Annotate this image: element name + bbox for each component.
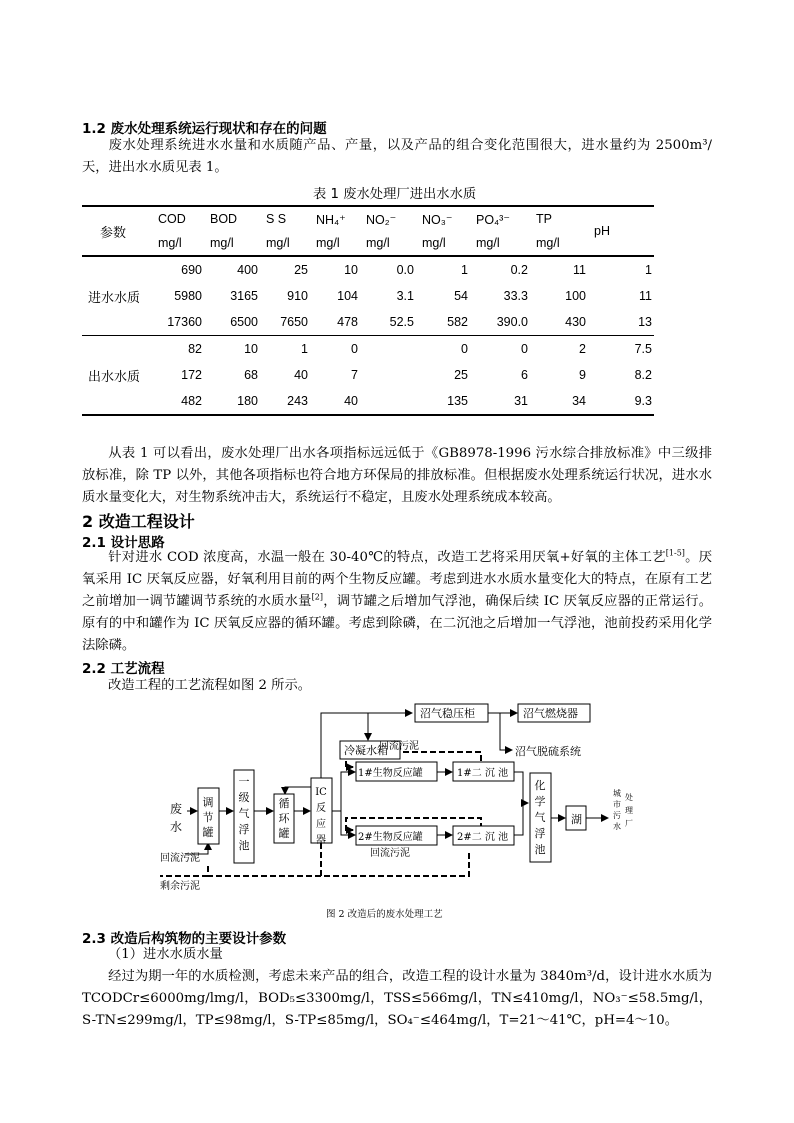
- primary-flotation-label: 气: [238, 807, 250, 820]
- table-cell: 8.2: [634, 368, 652, 382]
- table-cell: 910: [287, 289, 308, 303]
- table-cell: 400: [210, 256, 266, 283]
- municipal-plant-label-b: 理: [625, 806, 633, 815]
- table-cell: 5980: [174, 289, 202, 303]
- table-cell: 34: [536, 388, 594, 415]
- table-cell: 7: [351, 368, 358, 382]
- table-cell: 25: [454, 368, 468, 382]
- paragraph-design-parameters: [82, 966, 712, 1032]
- table-cell: 7650: [280, 315, 308, 329]
- table-cell: 135: [422, 388, 476, 415]
- column-header: S S: [266, 206, 316, 231]
- biogas-tank-label: 沼气稳压柜: [420, 707, 475, 720]
- biogas-burner-label: 沼气燃烧器: [523, 707, 578, 720]
- subsection-1-title: （1）进水水质水量: [108, 947, 223, 962]
- circulation-tank-label: 环: [278, 812, 290, 825]
- column-header: NH₄⁺: [316, 206, 366, 231]
- table-cell: 482: [158, 388, 210, 415]
- table-cell: 40: [316, 388, 366, 415]
- paragraph-design-idea-a: 针对进水 COD 浓度高，水温一般在 30-40℃的特点，改造工艺将采用厌氧+好氧的主体工艺: [108, 550, 666, 565]
- paragraph-process-flow-text: 改造工程的工艺流程如图 2 所示。: [108, 678, 312, 693]
- paragraph-intro-text: 废水处理系统进水水量和水质随产品、产量，以及产品的组合变化范围很大，进水量约为 2500m³/天，进出水水质见表 1。: [82, 138, 712, 175]
- row-group-label: 进水水质: [82, 256, 158, 336]
- paragraph-table-analysis-text: 从表 1 可以看出，废水处理厂出水各项指标远远低于《GB8978-1996 污水综合排放标准》中三级排放标准，除 TP 以外，其他各项指标也符合地方环保局的排放标准。但根据废水处理系统运行状况，进水水质水量变化大，对生物系统冲击大，系统运行不稳定，且废水处理系统成本较高。: [82, 446, 712, 505]
- table-cell: 100: [565, 289, 586, 303]
- paragraph-design-parameters-text: 经过为期一年的水质检测，考虑未来产品的组合，改造工程的设计水量为 3840m³/d，设计进水水质为 TCODCr≤6000mg/lmg/l，BOD₅≤3300mg/l，TSS≤566mg/l，TN≤410mg/l，NO₃⁻≤58.5mg/l，S-TN≤299mg/l，TP≤98mg/l，S-TP≤85mg/l，SO₄⁻≤464mg/l，T=21～41℃，pH=4～10。: [82, 969, 712, 1028]
- municipal-plant-label-a: 市: [613, 800, 621, 809]
- chemical-flotation-label: 化: [534, 779, 546, 792]
- table-cell: 11: [639, 289, 652, 303]
- table-cell: 11: [536, 256, 594, 283]
- table-cell: 172: [181, 368, 202, 382]
- table-cell: 2: [536, 336, 594, 363]
- figure-2-caption: 图 2 改造后的废水处理工艺: [326, 909, 443, 920]
- paragraph-design-idea-b: 。厌氧采用 IC 厌氧反应器，好氧利用目前的两个生物反应罐。考虑到进水水质水量变化大的特点，在原有工艺之前增加一调节罐调节系统的水质水量: [82, 550, 713, 609]
- table-cell: 68: [244, 368, 258, 382]
- column-header: pH: [594, 206, 654, 256]
- table-cell: 52.5: [389, 315, 414, 329]
- table-cell: 0: [316, 336, 366, 363]
- column-header: COD: [158, 206, 210, 231]
- table-cell: 25: [266, 256, 316, 283]
- lake-label: 湖: [571, 813, 582, 826]
- table-cell: 180: [210, 388, 266, 415]
- paragraph-design-idea-c: ，调节罐之后增加气浮池，确保后续 IC 厌氧反应器的正常运行。原有的中和罐作为 IC 厌氧反应器的循环罐。考虑到除磷，在二沉池之后增加一气浮池，池前投药采用化学法除磷。: [82, 594, 712, 653]
- bioreactor-2-label: 2#生物反应罐: [358, 832, 423, 843]
- section-heading-2: 2 改造工程设计: [82, 512, 195, 531]
- table-cell: 40: [294, 368, 308, 382]
- table-cell: 10: [316, 256, 366, 283]
- reference-2: [2]: [311, 592, 323, 602]
- column-header: TP: [536, 206, 594, 231]
- primary-flotation-label: 级: [238, 791, 250, 804]
- table-cell: 3165: [230, 289, 258, 303]
- table-cell: 1: [594, 256, 654, 283]
- return-sludge-top-label: 回流污泥: [379, 741, 419, 752]
- column-unit: mg/l: [210, 236, 234, 250]
- section-heading-1-2: 1.2 废水处理系统运行现状和存在的问题: [82, 121, 327, 137]
- section-heading-2-3: 2.3 改造后构筑物的主要设计参数: [82, 931, 287, 947]
- table-cell: 0: [422, 336, 476, 363]
- ic-reactor-label: IC: [315, 787, 327, 798]
- regulating-tank-label: 节: [202, 811, 214, 824]
- column-unit: mg/l: [422, 236, 446, 250]
- municipal-plant-label-a: 污: [613, 811, 621, 820]
- column-unit: mg/l: [266, 236, 290, 250]
- row-group-label: 出水水质: [82, 336, 158, 416]
- excess-sludge-label: 剩余污泥: [160, 881, 200, 892]
- regulating-tank-label: 罐: [202, 826, 214, 839]
- table-cell: 582: [447, 315, 468, 329]
- circulation-tank-label: 罐: [278, 827, 290, 840]
- chemical-flotation-label: 池: [534, 843, 546, 856]
- table-cell: 243: [266, 388, 316, 415]
- bioreactor-1-label: 1#生物反应罐: [358, 768, 423, 779]
- table-cell: 13: [638, 315, 652, 329]
- table-cell: 10: [210, 336, 266, 363]
- municipal-plant-label-a: 水: [613, 822, 621, 831]
- clarifier-1-label: 1#二 沉 池: [457, 768, 509, 779]
- chemical-flotation-label: 学: [534, 795, 546, 808]
- cooling-tank-label: 冷凝水箱: [344, 744, 388, 757]
- table-cell: 1: [422, 256, 476, 283]
- table-cell: 31: [476, 388, 536, 415]
- column-unit: mg/l: [366, 236, 390, 250]
- table-1-caption: 表 1 废水处理厂进出水水质: [313, 187, 477, 202]
- table-cell: 3.1: [396, 289, 414, 303]
- column-unit: mg/l: [476, 236, 500, 250]
- reference-1-5: [1-5]: [665, 548, 685, 558]
- table-cell: 33.3: [503, 289, 528, 303]
- column-unit: mg/l: [536, 236, 560, 250]
- return-sludge-mid-label: 回流污泥: [370, 848, 410, 859]
- table-cell: 1: [266, 336, 316, 363]
- column-unit: mg/l: [158, 236, 182, 250]
- ic-reactor-label: 应: [316, 819, 326, 830]
- section-heading-2-2: 2.2 工艺流程: [82, 661, 165, 677]
- table-cell: 390.0: [496, 315, 528, 329]
- municipal-plant-label-b: 厂: [625, 819, 633, 828]
- column-header: BOD: [210, 206, 266, 231]
- ic-reactor-label: 器: [316, 835, 326, 846]
- table-cell: 9: [579, 368, 586, 382]
- table-cell: 104: [337, 289, 358, 303]
- ic-reactor-label: 反: [316, 803, 326, 814]
- column-header: NO₃⁻: [422, 206, 476, 231]
- section-heading-2-1: 2.1 设计思路: [82, 535, 165, 551]
- return-sludge-left-label: 回流污泥: [160, 853, 200, 864]
- circulation-tank-label: 循: [278, 797, 290, 810]
- primary-flotation-label: 池: [238, 839, 250, 852]
- table-cell: 7.5: [594, 336, 654, 363]
- table-cell: 82: [158, 336, 210, 363]
- primary-flotation-label: 一: [238, 775, 250, 788]
- table-cell: 0.0: [366, 256, 422, 283]
- column-unit: mg/l: [316, 236, 340, 250]
- primary-flotation-label: 浮: [238, 823, 250, 836]
- municipal-plant-label-b: 处: [625, 793, 633, 802]
- clarifier-2-label: 2#二 沉 池: [457, 832, 509, 843]
- regulating-tank-label: 调: [202, 796, 214, 809]
- biogas-desulfurization-label: 沼气脱硫系统: [515, 745, 581, 758]
- wastewater-label: 水: [169, 820, 183, 834]
- chemical-flotation-label: 浮: [534, 827, 546, 840]
- table-cell: 6500: [230, 315, 258, 329]
- column-header: PO₄³⁻: [476, 206, 536, 231]
- municipal-plant-label-a: 城: [613, 789, 621, 798]
- chemical-flotation-label: 气: [534, 811, 546, 824]
- table-cell: 430: [565, 315, 586, 329]
- table-cell: 690: [158, 256, 210, 283]
- table-cell: 6: [521, 368, 528, 382]
- wastewater-label: 废: [169, 802, 183, 816]
- table-cell: 17360: [167, 315, 202, 329]
- column-header: NO₂⁻: [366, 206, 422, 231]
- table-cell: 54: [454, 289, 468, 303]
- table-cell: 0: [476, 336, 536, 363]
- table-cell: 0.2: [476, 256, 536, 283]
- table-cell: 478: [337, 315, 358, 329]
- table-param-label: 参数: [82, 206, 158, 256]
- table-cell: 9.3: [594, 388, 654, 415]
